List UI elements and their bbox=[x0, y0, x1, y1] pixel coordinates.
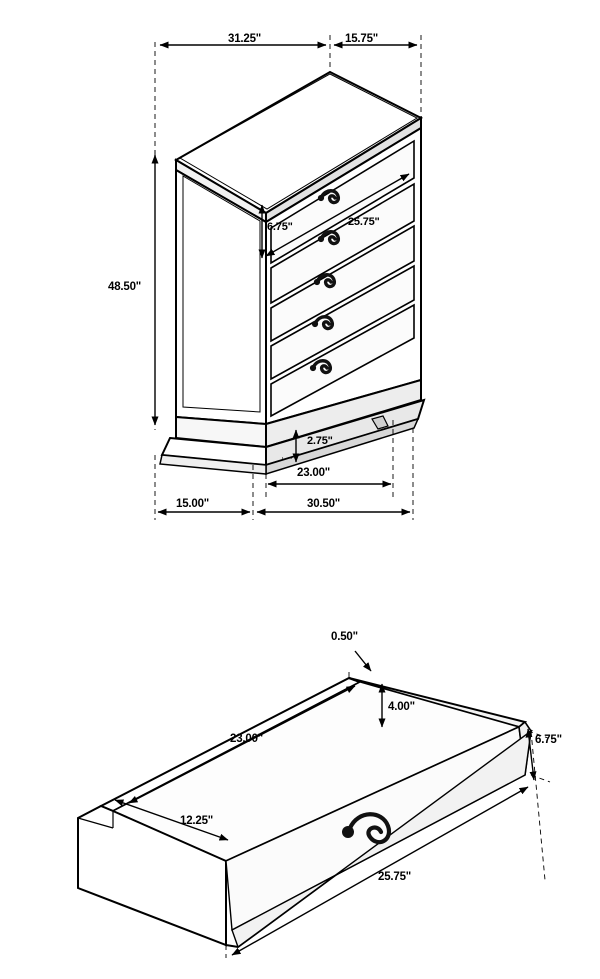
dimension-label-drawer-wall-thickness: 0.50" bbox=[331, 631, 358, 643]
dimension-label-drawer-interior-depth: 4.00" bbox=[388, 701, 415, 713]
dimension-label-overall-height: 48.50" bbox=[108, 281, 142, 293]
dimension-label-drawer-face-height: 6.75" bbox=[267, 221, 293, 233]
drawer-figure bbox=[78, 651, 550, 958]
dimension-label-base-clearance-height: 2.75" bbox=[307, 435, 333, 447]
chest-figure bbox=[155, 35, 424, 520]
dimension-label-drawer-side-height: 6.75" bbox=[535, 734, 562, 746]
dimension-label-top-width-front: 31.25" bbox=[228, 33, 262, 45]
chest-body bbox=[160, 72, 424, 474]
dimension-label-drawer-front-width: 25.75" bbox=[378, 871, 412, 883]
dimension-label-top-depth-side: 15.75" bbox=[345, 33, 379, 45]
dimension-label-drawer-interior-width: 23.00" bbox=[230, 733, 264, 745]
dimension-label-drawer-interior-side: 12.25" bbox=[180, 815, 214, 827]
drawer-box bbox=[78, 678, 531, 947]
dimension-label-base-front-width: 23.00" bbox=[297, 467, 331, 479]
dimension-label-base-overall-width: 30.50" bbox=[307, 498, 341, 510]
dimension-label-base-side-depth: 15.00" bbox=[176, 498, 210, 510]
dimension-label-drawer-face-width: 25.75" bbox=[348, 216, 380, 228]
